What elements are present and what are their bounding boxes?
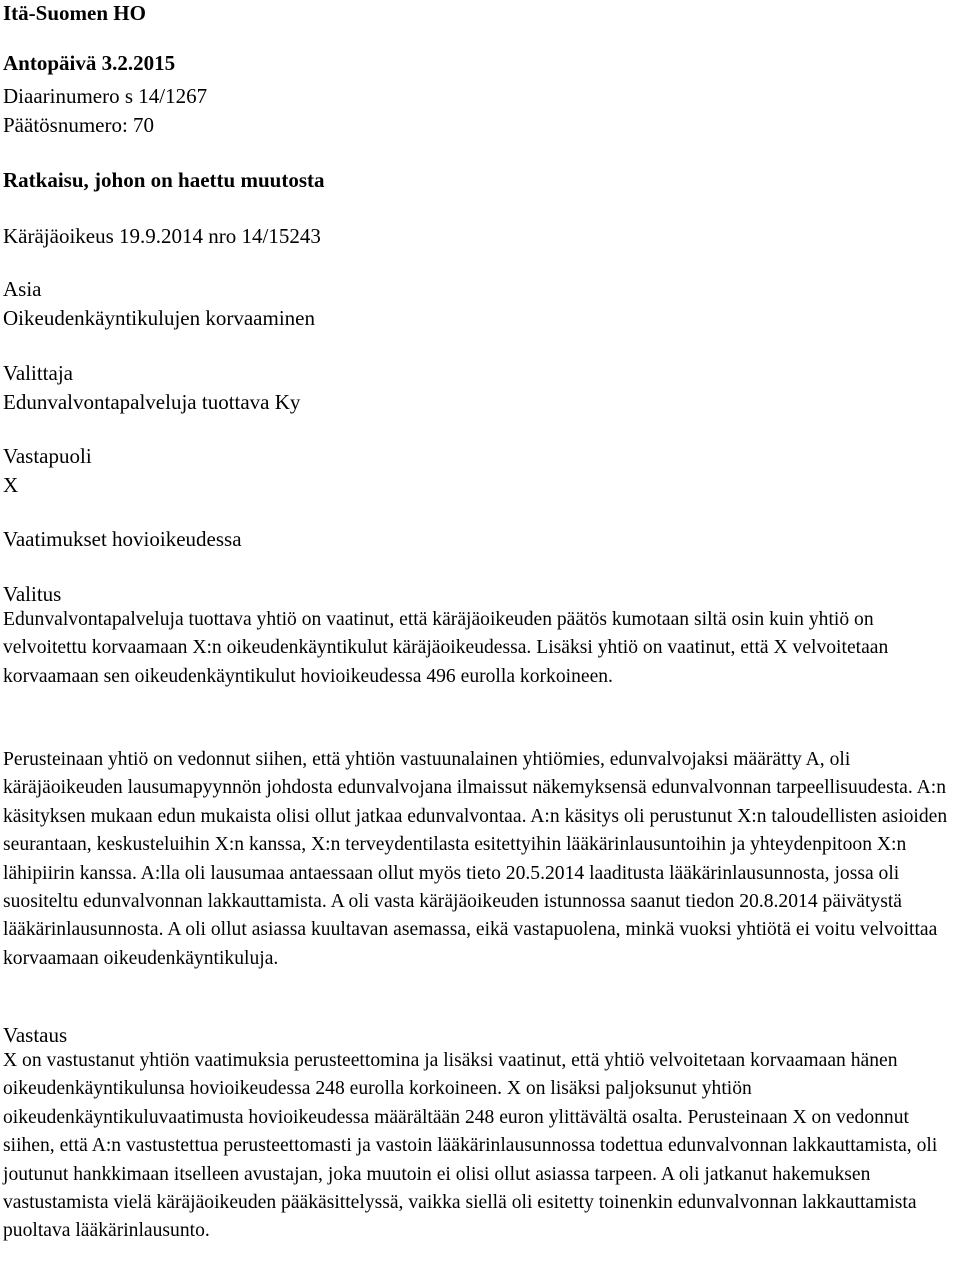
appellant-heading: Valittaja bbox=[3, 361, 73, 385]
appeal-paragraph-1: Edunvalvontapalveluja tuottava yhtiö on vaatinut, että käräjäoikeuden päätös kumotaan siltä osin kuin yhtiö on velvoitettu korvaamaan X:n oikeudenkäyntikulut käräjäoikeudessa. Lisäksi yhtiö on vaatinut, että X velvoitetaan korvaamaan sen oikeudenkäyntikulut hovioikeudessa 496 eurolla korkoineen. bbox=[3, 609, 889, 687]
decision-date: Antopäivä 3.2.2015 bbox=[3, 51, 176, 75]
appellant-text: Edunvalvontapalveluja tuottava Ky bbox=[3, 390, 301, 414]
decision-number: Päätösnumero: 70 bbox=[3, 113, 155, 137]
matter-heading: Asia bbox=[3, 277, 42, 301]
response-paragraph: X on vastustanut yhtiön vaatimuksia perusteettomina ja lisäksi vaatinut, että yhtiö velvoitetaan korvaamaan hänen oikeudenkäyntikulunsa hovioikeudessa 248 eurolla korkoineen. X on lisäksi paljoksunut yhtiön oikeudenkäyntikuluvaatimusta hovioikeudessa määrältään 248 euron ylittävältä osalta. Perusteinaan X on vedonnut siihen, että A:n vastustettua perusteettomasti ja vastoin lääkärinlausunnossa todettua edunvalvonnan lakkauttamista, oli joutunut hankkimaan itselleen avustajan, joka muutoin ei olisi ollut asiassa tarpeen. A oli jatkanut hakemuksen vastustamista vielä käräjäoikeuden pääkäsittelyssä, vaikka siellä oli esitetty toinenkin edunvalvonnan lakkauttamista puoltava lääkärinlausunto. bbox=[3, 1050, 938, 1242]
appeal-heading: Valitus bbox=[3, 582, 62, 606]
matter-text: Oikeudenkäyntikulujen korvaaminen bbox=[3, 306, 315, 330]
appealed-decision: Käräjäoikeus 19.9.2014 nro 14/15243 bbox=[3, 224, 321, 248]
response-heading: Vastaus bbox=[3, 1023, 68, 1047]
court-name: Itä-Suomen HO bbox=[3, 1, 146, 25]
respondent-heading: Vastapuoli bbox=[3, 444, 92, 468]
respondent-text: X bbox=[3, 473, 19, 497]
appealed-decision-heading: Ratkaisu, johon on haettu muutosta bbox=[3, 168, 325, 192]
claims-heading: Vaatimukset hovioikeudessa bbox=[3, 527, 242, 551]
appeal-paragraph-2: Perusteinaan yhtiö on vedonnut siihen, että yhtiön vastuunalainen yhtiömies, edunvalvojaksi määrätty A, oli käräjäoikeuden lausumapyynnön johdosta edunvalvojana ilmaissut näkemyksensä edunvalvonnan tarpeellisuudesta. A:n käsityksen mukaan edun mukaista olisi ollut jatkaa edunvalvontaa. A:n käsitys oli perustunut X:n taloudellisten asioiden seurantaan, keskusteluihin X:n kanssa, X:n terveydentilasta esitettyihin lääkärinlausuntoihin ja yhteydenpitoon X:n lähipiirin kanssa. A:lla oli lausumaa antaessaan ollut myös tieto 20.5.2014 laaditusta lääkärinlausunnosta, jossa oli suositeltu edunvalvonnan lakkauttamista. A oli vasta käräjäoikeuden istunnossa saanut tiedon 20.8.2014 päivätystä lääkärinlausunnosta. A oli ollut asiassa kuultavan asemassa, eikä vastapuolena, minkä vuoksi yhtiötä ei voitu velvoittaa korvaamaan oikeudenkäyntikuluja. bbox=[3, 749, 948, 969]
diary-number: Diaarinumero s 14/1267 bbox=[3, 84, 208, 108]
